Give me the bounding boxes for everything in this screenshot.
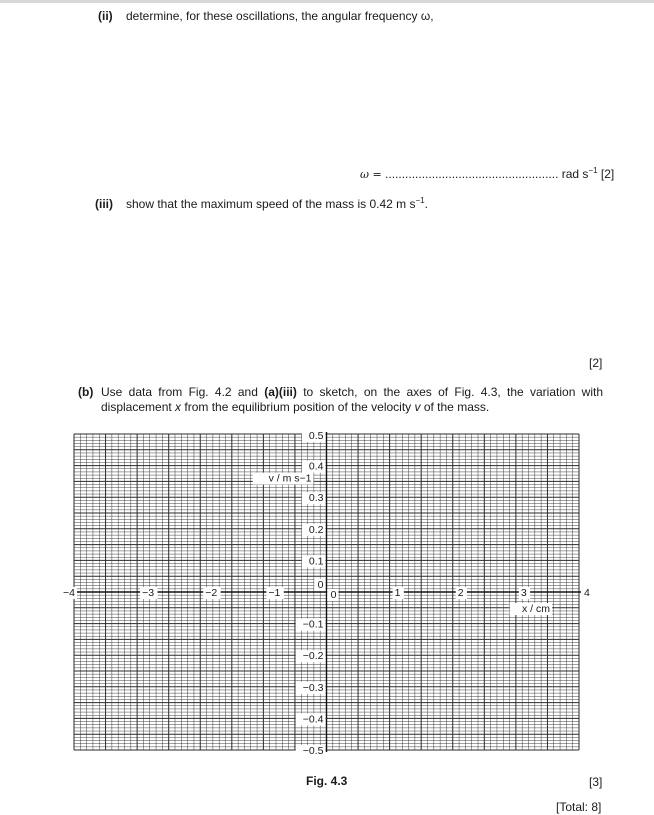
- y-tick-label: 0.5: [308, 430, 324, 442]
- x-tick-label: 2: [457, 587, 464, 599]
- x-tick-label: −1: [268, 587, 281, 599]
- y-tick-label: 0.3: [308, 492, 324, 505]
- x-tick-label: 1: [394, 587, 401, 599]
- y-tick-label: 0.4: [308, 460, 324, 473]
- question-ii-text: determine, for these oscillations, the angular frequency ω,: [126, 9, 434, 23]
- total-marks: [Total: 8]: [556, 800, 602, 814]
- x-tick-label: −2: [205, 587, 218, 599]
- question-b-line2: displacement x from the equilibrium position of the velocity v of the mass.: [101, 400, 490, 414]
- y-tick-label: −0.5: [302, 745, 324, 757]
- x-tick-label: −4: [63, 587, 75, 599]
- y-tick-label: 0.1: [308, 555, 324, 568]
- question-b-line1: Use data from Fig. 4.2 and (a)(iii) to sketch, on the axes of Fig. 4.3, the variation with: [101, 385, 604, 399]
- question-iii-text: show that the maximum speed of the mass is 0.42 m $s^{-1}$.: [126, 196, 428, 211]
- y-tick-label: 0.2: [308, 523, 324, 536]
- x-axis-title: x / cm: [522, 603, 550, 615]
- question-iii-number: (iii): [95, 197, 113, 211]
- answer-ii-marks: [2]: [600, 167, 615, 181]
- x-tick-label: 3: [520, 587, 527, 599]
- answer-ii-unit-sup: −1: [588, 166, 598, 175]
- y-tick-label: −0.1: [302, 618, 324, 631]
- y-axis-title: v / m s−1: [268, 472, 312, 485]
- figure-caption: Fig. 4.3: [306, 774, 348, 788]
- question-ii-number: (ii): [98, 9, 113, 23]
- answer-ii-dots: ....................................................: [385, 167, 559, 181]
- y-tick-label: −0.2: [302, 650, 324, 663]
- answer-ii-unit: rad s: [561, 167, 589, 181]
- origin-label: 0: [330, 589, 337, 601]
- question-b-number: (b): [78, 385, 94, 399]
- answer-ii-label: ω =: [360, 168, 382, 181]
- y-tick-label: −0.4: [302, 713, 324, 726]
- y-tick-label: −0.3: [302, 681, 324, 694]
- x-tick-label: 4: [584, 587, 590, 599]
- y-tick-label: 0: [317, 579, 324, 591]
- marks-iii: [2]: [589, 356, 603, 370]
- figure-marks: [3]: [589, 775, 603, 789]
- x-tick-label: −3: [142, 587, 155, 599]
